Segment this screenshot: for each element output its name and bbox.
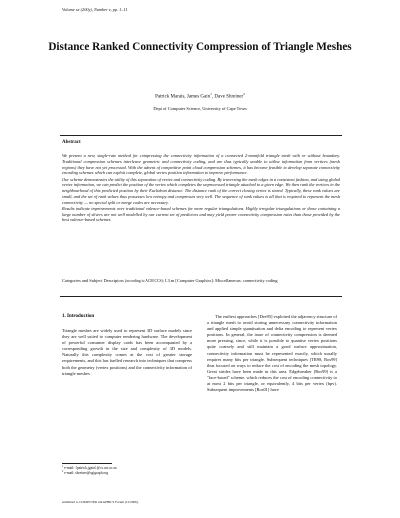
abstract-body: [62, 153, 340, 223]
footnote-rule: [62, 463, 112, 464]
footnote-2-mark: 2: [62, 470, 64, 474]
footnote-mark-2: 2: [243, 92, 245, 96]
footnotes: [62, 466, 117, 476]
categories-acm: (according to ACM CCS): [124, 279, 163, 283]
intro-paragraph-right: The earliest approaches [Dee95] exploited the adjacency structure of a triangle mesh to avoid storing unnecessary connectivity information and applied simple quantisation and delta encoding to represent vertex positions. In general, the issue of connectivity compression is deemed more pressing, since, while it is possible to quantise vertex positions quite coarsely and still maintain a good surface approximation, connectivity information must be represented exactly, which usually requires many bits per triangle. Subsequent techniques [TR98, Ros99] thus focused on ways to reduce the cost of encoding the mesh topology. Great strides have been made in this area. Edgebreaker [Ros99] is a "face-based" scheme, which reduces the cost of encoding connectivity to at most 2 bits per triangle, or equivalently, 4 bits per vertex (bpv). Subsequent improvements [Ros01] have: [207, 314, 337, 393]
abstract-heading: Abstract: [62, 140, 81, 145]
page-footer: submitted to COMPUTER GRAPHICS Forum (12/2006).: [62, 500, 139, 504]
categories-label: Categories and Subject Descriptors: [62, 278, 124, 283]
categories-line: [62, 278, 340, 285]
author-names-a: Patrick Marais, James Gain: [155, 94, 211, 100]
running-head: Volume xx (200y), Number z, pp. 1–11: [62, 7, 128, 12]
abstract-paragraph-2: Our scheme demonstrates the utility of this separation of vertex and connectivity coding. By traversing the mesh edges in a consistent fashion, and using global vertex information, we can predict the position of the vertex which completes the unprocessed triangle attached to a given edge. We then rank the vertices in the neighbourhood of this predicted position by their Euclidean distance. The distance rank of the correct closing vertex is stored. Typically, these rank values are small, and the set of rank values thus possesses low entropy and compresses very well. The sequence of rank values is all that is required to represent the mesh connectivity — no special split or merge codes are necessary.: [62, 176, 340, 205]
abstract-bottom-rule: [60, 296, 342, 297]
abstract-paragraph-3: Results indicate improvements over traditional valence-based schemes for more regular triangulations. Highly irregular triangulations or those containing a large number of slivers are not well modelled by our current set of predictors and may yield poorer connectivity compression rates than those provided by the best valence-based schemes.: [62, 205, 340, 223]
paper-title: Distance Ranked Connectivity Compression of Triangle Meshes: [48, 41, 352, 53]
right-column: [207, 314, 337, 393]
affiliation: Dept of Computer Science, University of Cape Town: [153, 106, 247, 111]
footnote-mark-1: 1: [210, 92, 212, 96]
abstract-top-rule: [60, 135, 342, 136]
author-names-b: , Dave Shreiner: [211, 94, 244, 100]
footnote-2: [62, 471, 117, 476]
left-column: [62, 328, 192, 377]
footnote-1-text: e-mail: {patrick,jgain}@cs.uct.ac.za: [64, 466, 117, 470]
footnote-1-mark: 1: [62, 464, 64, 468]
categories-text: : I.3.m [Computer Graphics]: Miscellaneous: connectivity coding: [162, 278, 278, 283]
section-heading-introduction: 1. Introduction: [62, 314, 95, 319]
intro-paragraph-left: Triangle meshes are widely used to represent 3D surface models since they are well suited to computer rendering hardware. The development of powerful consumer display cards has been accompanied by a corresponding growth in the size and complexity of 3D models. Naturally this complexity comes at the cost of greater storage requirements, and this has fuelled research into techniques that compress both the geometry (vertex positions) and the connectivity information of triangle meshes.: [62, 328, 192, 376]
footnote-2-text: e-mail: shreiner@sgigraph.org: [64, 471, 109, 476]
author-list: [40, 94, 360, 101]
abstract-paragraph-1: We present a new, single-rate method for compressing the connectivity information of a connected 2-manifold triangle mesh with or without boundary. Traditional compression schemes interleave geometric and connectivity coding, and are thus typically unable to utilise information from vertices (mesh regions) they have not yet processed. With the advent of competitive point cloud compression schemes, it has become feasible to develop separate connectivity encoding schemes which can exploit complete, global vertex position information to improve performance.: [62, 153, 340, 176]
